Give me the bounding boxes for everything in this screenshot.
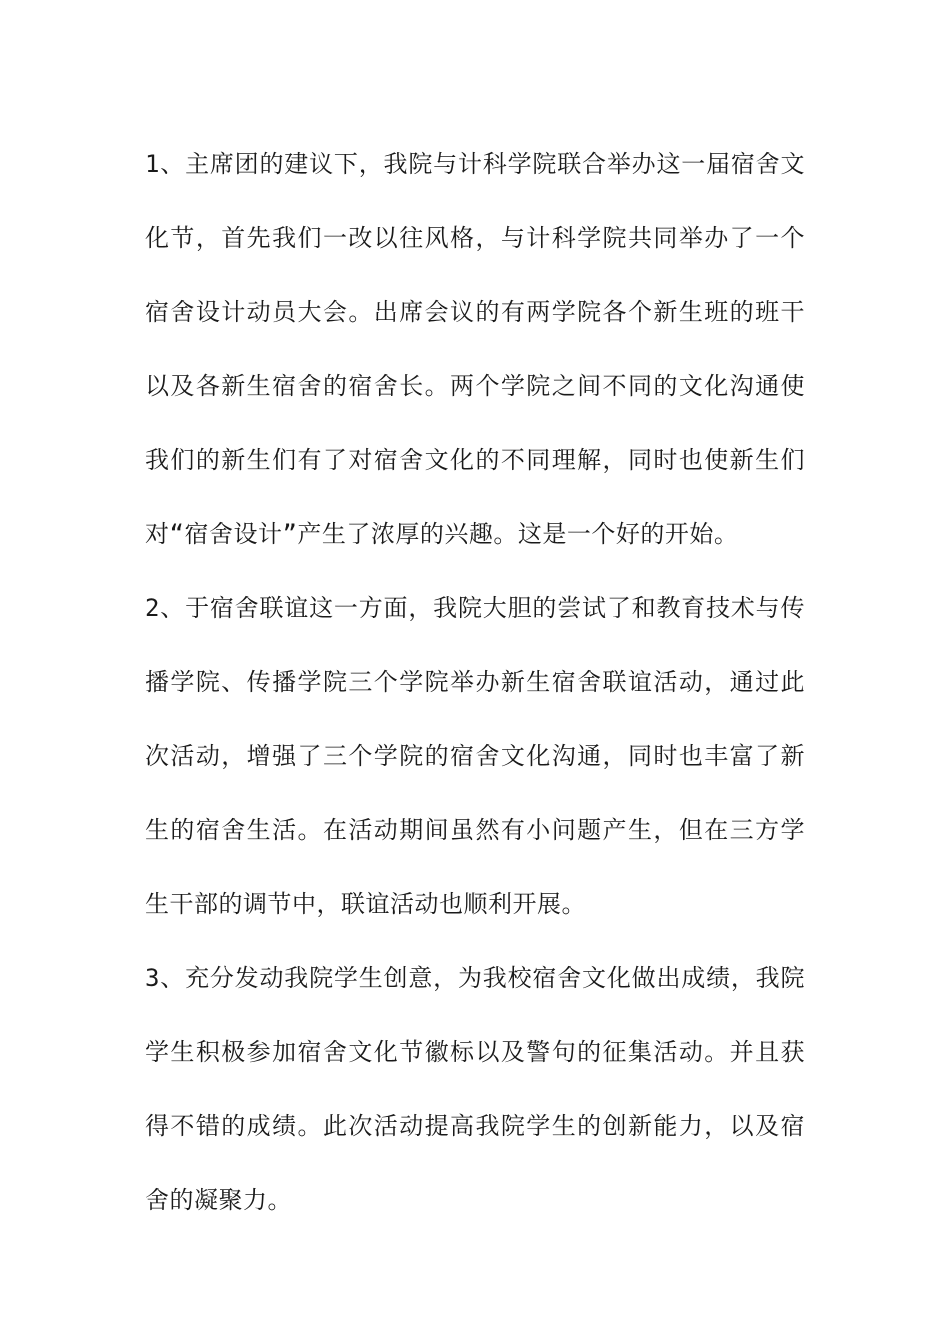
paragraph-1: 1、主席团的建议下，我院与计科学院联合举办这一届宿舍文化节，首先我们一改以往风格，与计科学院共同举办了一个宿舍设计动员大会。出席会议的有两学院各个新生班的班干以及各新生宿舍的宿舍长。两个学院之间不同的文化沟通使我们的新生们有了对宿舍文化的不同理解，同时也使新生们对“宿舍设计”产生了浓厚的兴趣。这是一个好的开始。: [145, 150, 805, 548]
paragraph-2: 2、于宿舍联谊这一方面，我院大胆的尝试了和教育技术与传播学院、传播学院三个学院举办新生宿舍联谊活动，通过此次活动，增强了三个学院的宿舍文化沟通，同时也丰富了新生的宿舍生活。在活动期间虽然有小问题产生，但在三方学生干部的调节中，联谊活动也顺利开展。: [145, 594, 805, 918]
document-body: [145, 127, 805, 1237]
paragraph-3: 3、充分发动我院学生创意，为我校宿舍文化做出成绩，我院学生积极参加宿舍文化节徽标以及警句的征集活动。并且获得不错的成绩。此次活动提高我院学生的创新能力，以及宿舍的凝聚力。: [145, 964, 805, 1214]
